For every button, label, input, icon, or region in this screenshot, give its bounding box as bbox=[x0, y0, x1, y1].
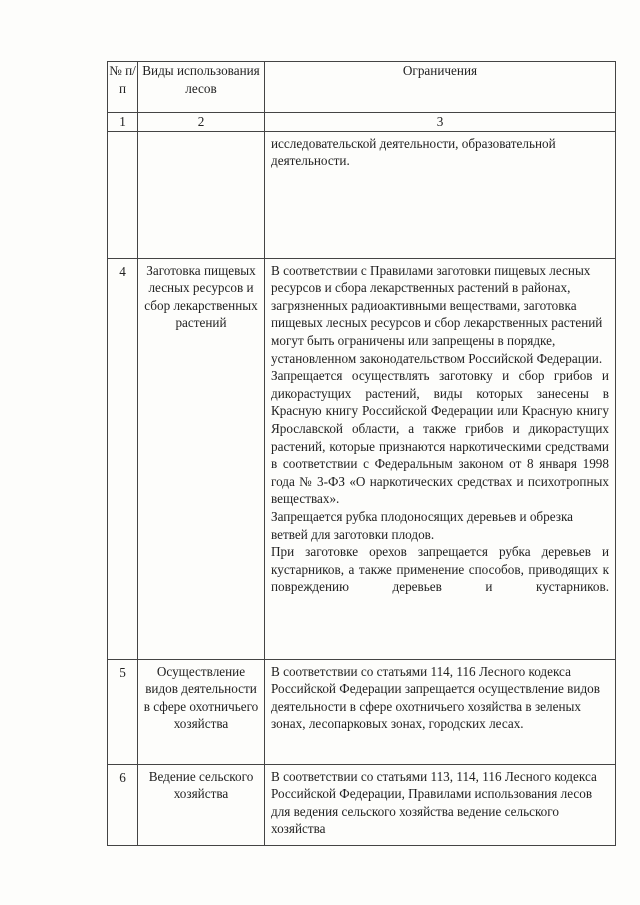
column-number-3: 3 bbox=[265, 113, 616, 132]
header-usage-types: Виды использования лесов bbox=[138, 62, 265, 113]
restriction-paragraph: Запрещается рубка плодоносящих деревьев и обрезка ветвей для заготовки плодов. bbox=[271, 508, 574, 542]
row-number: 5 bbox=[108, 659, 138, 764]
restriction-text bbox=[265, 659, 616, 764]
restriction-paragraph: исследовательской деятельности, образовательной деятельности. bbox=[271, 135, 556, 169]
table-row bbox=[108, 764, 616, 845]
column-numbering-row bbox=[108, 113, 616, 132]
row-number: 6 bbox=[108, 764, 138, 845]
restriction-text bbox=[265, 764, 616, 845]
usage-type: Ведение сельского хозяйства bbox=[138, 764, 265, 845]
table-row bbox=[108, 131, 616, 258]
restrictions-table bbox=[107, 61, 616, 846]
restriction-paragraph: При заготовке орехов запрещается рубка деревьев и кустарников, а также применение способов, приводящих к повреждению деревьев и кустарников. bbox=[271, 544, 609, 595]
restriction-paragraph: В соответствии со статьями 113, 114, 116 Лесного кодекса Российской Федерации, Правилами использования лесов для ведения сельского хозяйства ведение сельского хозяйства bbox=[271, 768, 597, 837]
restriction-text bbox=[265, 131, 616, 258]
row-number bbox=[108, 131, 138, 258]
row-number: 4 bbox=[108, 258, 138, 659]
column-number-1: 1 bbox=[108, 113, 138, 132]
restriction-paragraph: Запрещается осуществлять заготовку и сбор грибов и дикорастущих растений, виды которых занесены в Красную книгу Российской Федерации или Красную книгу Ярославской области, а также грибов и дикорастущих растений, которые признаются наркотическими средствами в соответствии с Федеральным законом от 8 января 1998 года № 3-ФЗ «О наркотических средствах и психотропных веществах». bbox=[271, 368, 609, 507]
restriction-paragraph: В соответствии с Правилами заготовки пищевых лесных ресурсов и сбора лекарственных растений в районах, загрязненных радиоактивными веществами, заготовка пищевых лесных ресурсов и сбор лекарственных растений могут быть ограничены или запрещены в порядке, установленном законодательством Российской Федерации. bbox=[271, 262, 603, 366]
usage-type: Заготовка пищевых лесных ресурсов и сбор лекарственных растений bbox=[138, 258, 265, 659]
usage-type: Осуществление видов деятельности в сфере охотничьего хозяйства bbox=[138, 659, 265, 764]
header-restrictions: Ограничения bbox=[265, 62, 616, 113]
column-number-2: 2 bbox=[138, 113, 265, 132]
restriction-paragraph: В соответствии со статьями 114, 116 Лесного кодекса Российской Федерации запрещается осуществление видов деятельности в сфере охотничьего хозяйства в зеленых зонах, лесопарковых зонах, городских лесах. bbox=[271, 663, 600, 732]
usage-type bbox=[138, 131, 265, 258]
restriction-text bbox=[265, 258, 616, 659]
header-number: № п/ п bbox=[108, 62, 138, 113]
table-row bbox=[108, 659, 616, 764]
table-row bbox=[108, 258, 616, 659]
table-header-row bbox=[108, 62, 616, 113]
